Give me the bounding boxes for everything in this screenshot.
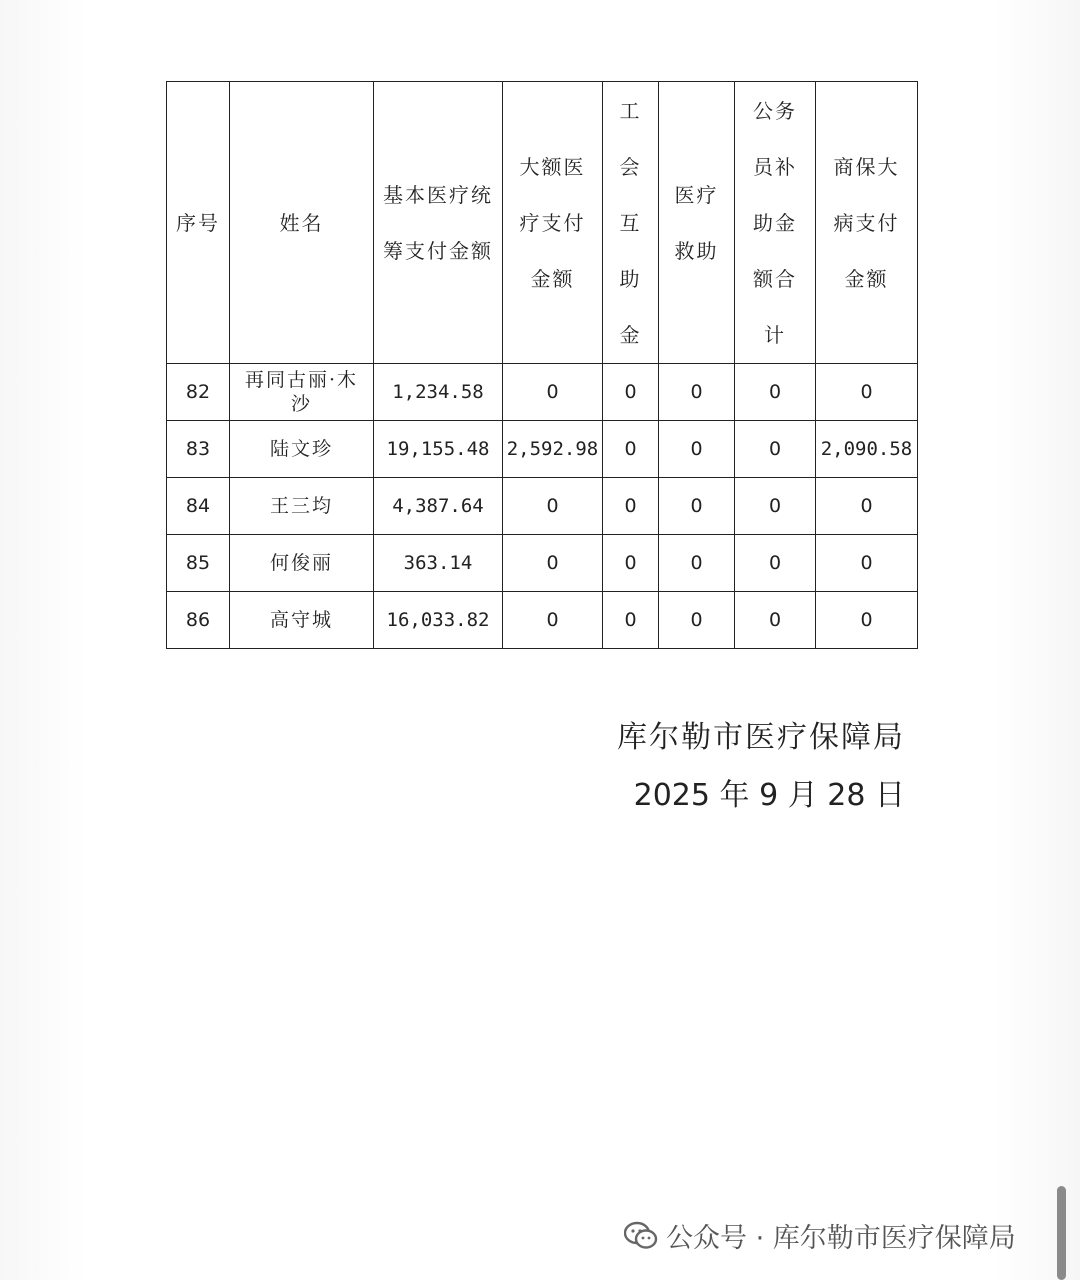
cell-civil: 0 xyxy=(735,364,816,421)
header-cell-union: 工 会 互 助 金 xyxy=(603,82,659,364)
cell-large: 0 xyxy=(503,478,603,535)
cell-basic: 16,033.82 xyxy=(374,592,503,649)
issuer-signature: 库尔勒市医疗保障局 xyxy=(617,720,905,755)
cell-commercial: 0 xyxy=(816,364,918,421)
watermark-text: 公众号 · 库尔勒市医疗保障局 xyxy=(666,1223,1016,1254)
header-cell-basic: 基本医疗统 筹支付金额 xyxy=(374,82,503,364)
table-row xyxy=(167,421,918,478)
date-day: 28 xyxy=(827,778,866,813)
cell-union: 0 xyxy=(603,364,659,421)
wechat-icon xyxy=(624,1221,658,1251)
cell-basic: 363.14 xyxy=(374,535,503,592)
cell-large: 2,592.98 xyxy=(503,421,603,478)
cell-commercial: 0 xyxy=(816,535,918,592)
cell-basic: 19,155.48 xyxy=(374,421,503,478)
cell-aid: 0 xyxy=(659,364,735,421)
cell-name: 陆文珍 xyxy=(230,421,374,478)
cell-large: 0 xyxy=(503,535,603,592)
header-cell-civil: 公务 员补 助金 额合 计 xyxy=(735,82,816,364)
date-day-unit: 日 xyxy=(875,778,905,813)
cell-civil: 0 xyxy=(735,592,816,649)
cell-no: 83 xyxy=(167,421,230,478)
cell-name: 何俊丽 xyxy=(230,535,374,592)
cell-name: 再同古丽·木 沙 xyxy=(230,364,374,421)
cell-aid: 0 xyxy=(659,421,735,478)
cell-commercial: 2,090.58 xyxy=(816,421,918,478)
issue-date xyxy=(634,770,905,814)
cell-civil: 0 xyxy=(735,421,816,478)
cell-civil: 0 xyxy=(735,478,816,535)
cell-aid: 0 xyxy=(659,478,735,535)
cell-large: 0 xyxy=(503,364,603,421)
cell-no: 86 xyxy=(167,592,230,649)
header-cell-commercial: 商保大 病支付 金额 xyxy=(816,82,918,364)
header-cell-large: 大额医 疗支付 金额 xyxy=(503,82,603,364)
cell-union: 0 xyxy=(603,478,659,535)
cell-civil: 0 xyxy=(735,535,816,592)
scrollbar-thumb[interactable] xyxy=(1057,1186,1066,1280)
cell-commercial: 0 xyxy=(816,592,918,649)
cell-large: 0 xyxy=(503,592,603,649)
date-year-unit: 年 xyxy=(719,778,750,813)
cell-no: 85 xyxy=(167,535,230,592)
date-year: 2025 xyxy=(633,778,710,813)
table-row xyxy=(167,535,918,592)
cell-no: 84 xyxy=(167,478,230,535)
header-cell-name: 姓名 xyxy=(230,82,374,364)
date-month-unit: 月 xyxy=(787,778,818,813)
table-header-row xyxy=(167,82,918,364)
cell-basic: 4,387.64 xyxy=(374,478,503,535)
cell-no: 82 xyxy=(167,364,230,421)
table-row xyxy=(167,592,918,649)
date-month: 9 xyxy=(759,778,779,813)
header-cell-aid: 医疗 救助 xyxy=(659,82,735,364)
wechat-watermark xyxy=(624,1216,1016,1255)
table-row xyxy=(167,364,918,421)
cell-name: 高守城 xyxy=(230,592,374,649)
cell-union: 0 xyxy=(603,535,659,592)
cell-commercial: 0 xyxy=(816,478,918,535)
header-cell-no: 序号 xyxy=(167,82,230,364)
cell-basic: 1,234.58 xyxy=(374,364,503,421)
cell-name: 王三均 xyxy=(230,478,374,535)
payment-table xyxy=(166,81,918,649)
cell-aid: 0 xyxy=(659,535,735,592)
table-row xyxy=(167,478,918,535)
cell-union: 0 xyxy=(603,421,659,478)
cell-aid: 0 xyxy=(659,592,735,649)
cell-union: 0 xyxy=(603,592,659,649)
